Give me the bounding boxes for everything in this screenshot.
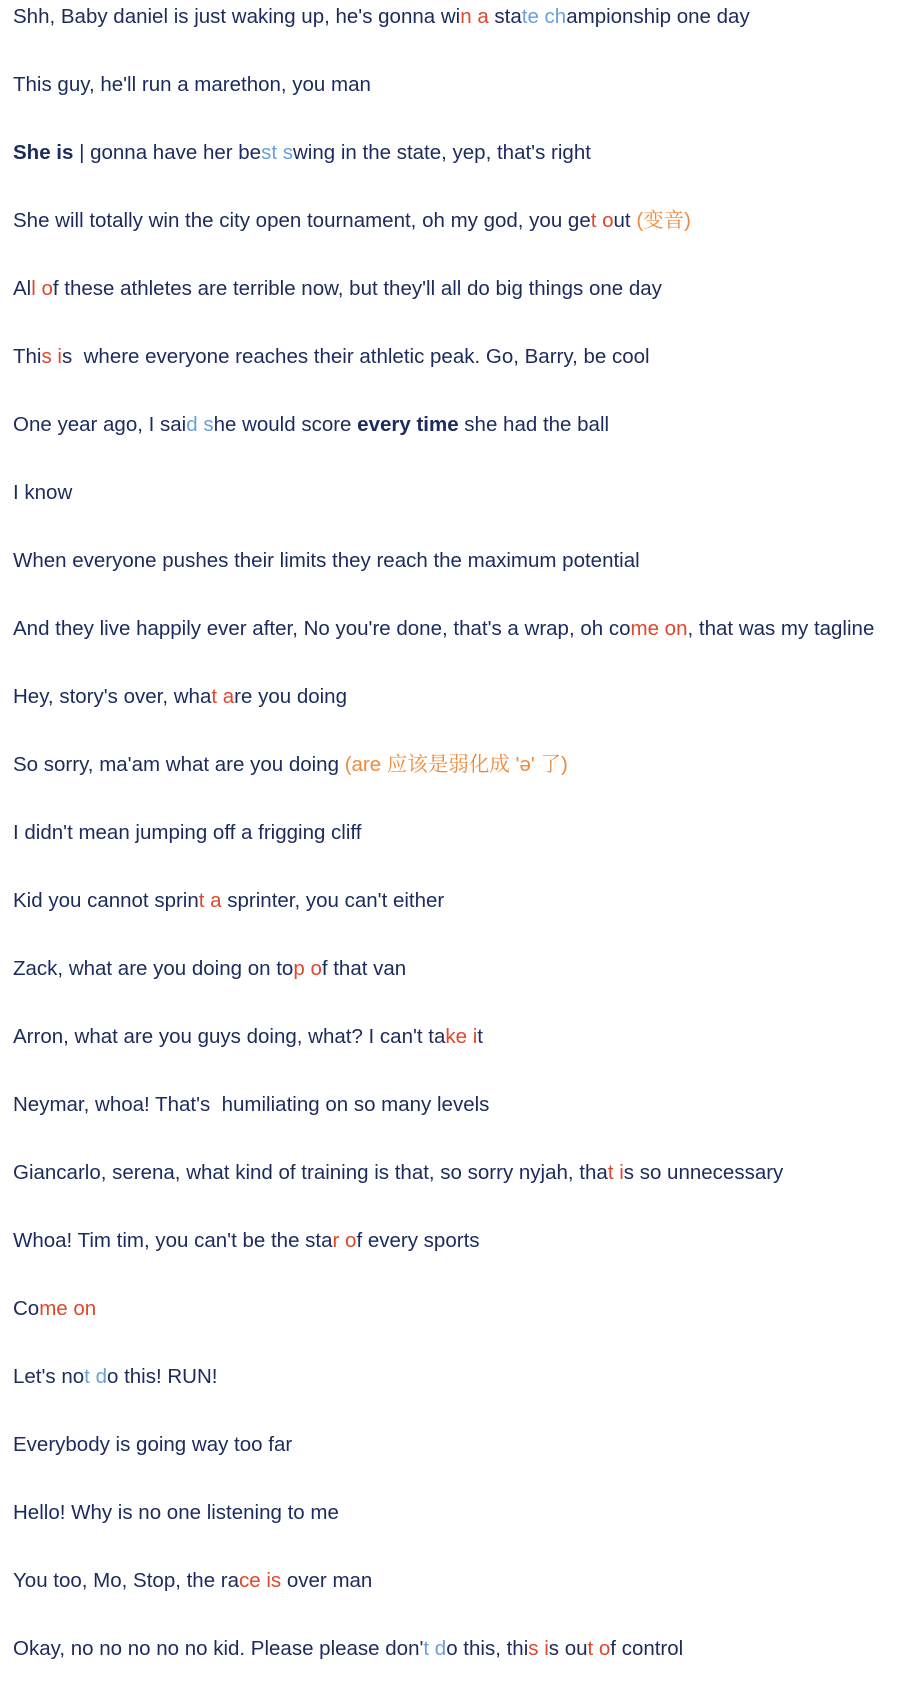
- line-text: I didn't mean jumping off a frigging cliff: [13, 821, 362, 844]
- line-text: f control: [610, 1637, 684, 1660]
- transcript-line: [13, 340, 880, 374]
- line-text: sprinter, you can't either: [221, 889, 445, 912]
- highlight-blue: st s: [261, 141, 293, 164]
- line-text: You too, Mo, Stop, the ra: [13, 1569, 240, 1592]
- highlight-red: r o: [332, 1229, 357, 1252]
- line-text: f these athletes are terrible now, but they'll all do big things one day: [52, 277, 662, 300]
- line-text: Zack, what are you doing on to: [13, 957, 294, 980]
- transcript-line: [13, 544, 880, 578]
- line-text: She will totally win the city open tournament, oh my god, you ge: [13, 209, 591, 232]
- line-text: Co: [13, 1297, 40, 1320]
- line-text: I know: [13, 481, 73, 504]
- transcript-line: [13, 1224, 880, 1258]
- highlight-blue: te ch: [521, 5, 567, 28]
- line-text: Giancarlo, serena, what kind of training is that, so sorry nyjah, tha: [13, 1161, 608, 1184]
- highlight-orange: (变音): [636, 209, 691, 232]
- highlight-red: ce is: [239, 1569, 282, 1592]
- line-text: t: [477, 1025, 483, 1048]
- bold-text: every time: [357, 413, 459, 436]
- line-text: she had the ball: [458, 413, 610, 436]
- highlight-red: t a: [198, 889, 222, 912]
- highlight-red: t o: [590, 209, 614, 232]
- transcript-line: [13, 1564, 880, 1598]
- line-text: Hello! Why is no one listening to me: [13, 1501, 339, 1524]
- highlight-red: t i: [607, 1161, 624, 1184]
- line-text: f that van: [321, 957, 407, 980]
- transcript-line: [13, 952, 880, 986]
- transcript-line: [13, 1292, 880, 1326]
- transcript-line: [13, 1088, 880, 1122]
- transcript-line: [13, 884, 880, 918]
- transcript-line: [13, 476, 880, 510]
- transcript-line: [13, 1020, 880, 1054]
- transcript-line: [13, 748, 880, 782]
- highlight-red: t a: [211, 685, 235, 708]
- line-text: Neymar, whoa! That's humiliating on so many levels: [13, 1093, 490, 1116]
- transcript-line: [13, 204, 880, 238]
- line-text: s so unnecessary: [623, 1161, 784, 1184]
- line-text: ampionship one day: [566, 5, 750, 28]
- line-text: re you doing: [234, 685, 347, 708]
- line-text: ut: [613, 209, 637, 232]
- highlight-red: p o: [293, 957, 322, 980]
- line-text: And they live happily ever after, No you're done, that's a wrap, oh co: [13, 617, 631, 640]
- highlight-blue: d s: [186, 413, 214, 436]
- highlight-red: l o: [31, 277, 53, 300]
- transcript-line: [13, 1632, 880, 1666]
- line-text: wing in the state, yep, that's right: [293, 141, 591, 164]
- line-text: Hey, story's over, wha: [13, 685, 212, 708]
- line-text: o this! RUN!: [106, 1365, 218, 1388]
- transcript-line: [13, 1496, 880, 1530]
- line-text: over man: [281, 1569, 373, 1592]
- transcript-line: [13, 1360, 880, 1394]
- line-text: s ou: [548, 1637, 588, 1660]
- transcript-line: [13, 1156, 880, 1190]
- line-text: he would score: [213, 413, 358, 436]
- highlight-red: ke i: [445, 1025, 478, 1048]
- highlight-red: me on: [630, 617, 688, 640]
- line-text: Al: [13, 277, 32, 300]
- highlight-blue: t d: [84, 1365, 107, 1388]
- transcript-line: [13, 1428, 880, 1462]
- line-text: This guy, he'll run a marethon, you man: [13, 73, 371, 96]
- line-text: Everybody is going way too far: [13, 1433, 293, 1456]
- line-text: f every sports: [356, 1229, 480, 1252]
- transcript-line: [13, 272, 880, 306]
- transcript-line: [13, 612, 880, 646]
- line-text: Shh, Baby daniel is just waking up, he's gonna wi: [13, 5, 461, 28]
- line-text: Let's no: [13, 1365, 85, 1388]
- highlight-blue: t d: [423, 1637, 447, 1660]
- line-text: So sorry, ma'am what are you doing: [13, 753, 345, 776]
- transcript-line: [13, 816, 880, 850]
- transcript-line: [13, 136, 880, 170]
- line-text: One year ago, I sai: [13, 413, 187, 436]
- highlight-red: s i: [528, 1637, 549, 1660]
- transcript-line: [13, 680, 880, 714]
- bold-text: She is: [13, 141, 74, 164]
- line-text: When everyone pushes their limits they reach the maximum potential: [13, 549, 640, 572]
- highlight-red: me on: [39, 1297, 97, 1320]
- line-text: | gonna have her be: [73, 141, 262, 164]
- highlight-red: s i: [41, 345, 62, 368]
- line-text: sta: [488, 5, 522, 28]
- line-text: Arron, what are you guys doing, what? I can't ta: [13, 1025, 446, 1048]
- line-text: , that was my tagline: [687, 617, 875, 640]
- line-text: o this, thi: [446, 1637, 529, 1660]
- highlight-red: t o: [587, 1637, 611, 1660]
- line-text: Okay, no no no no no kid. Please please don': [13, 1637, 424, 1660]
- line-text: Kid you cannot sprin: [13, 889, 199, 912]
- transcript-line: [13, 408, 880, 442]
- line-text: Whoa! Tim tim, you can't be the sta: [13, 1229, 333, 1252]
- line-text: Thi: [13, 345, 42, 368]
- transcript-line: [13, 0, 880, 34]
- line-text: s where everyone reaches their athletic peak. Go, Barry, be cool: [61, 345, 650, 368]
- highlight-red: n a: [460, 5, 489, 28]
- highlight-orange: (are 应该是弱化成 'ə' 了): [344, 753, 568, 776]
- transcript-line: [13, 68, 880, 102]
